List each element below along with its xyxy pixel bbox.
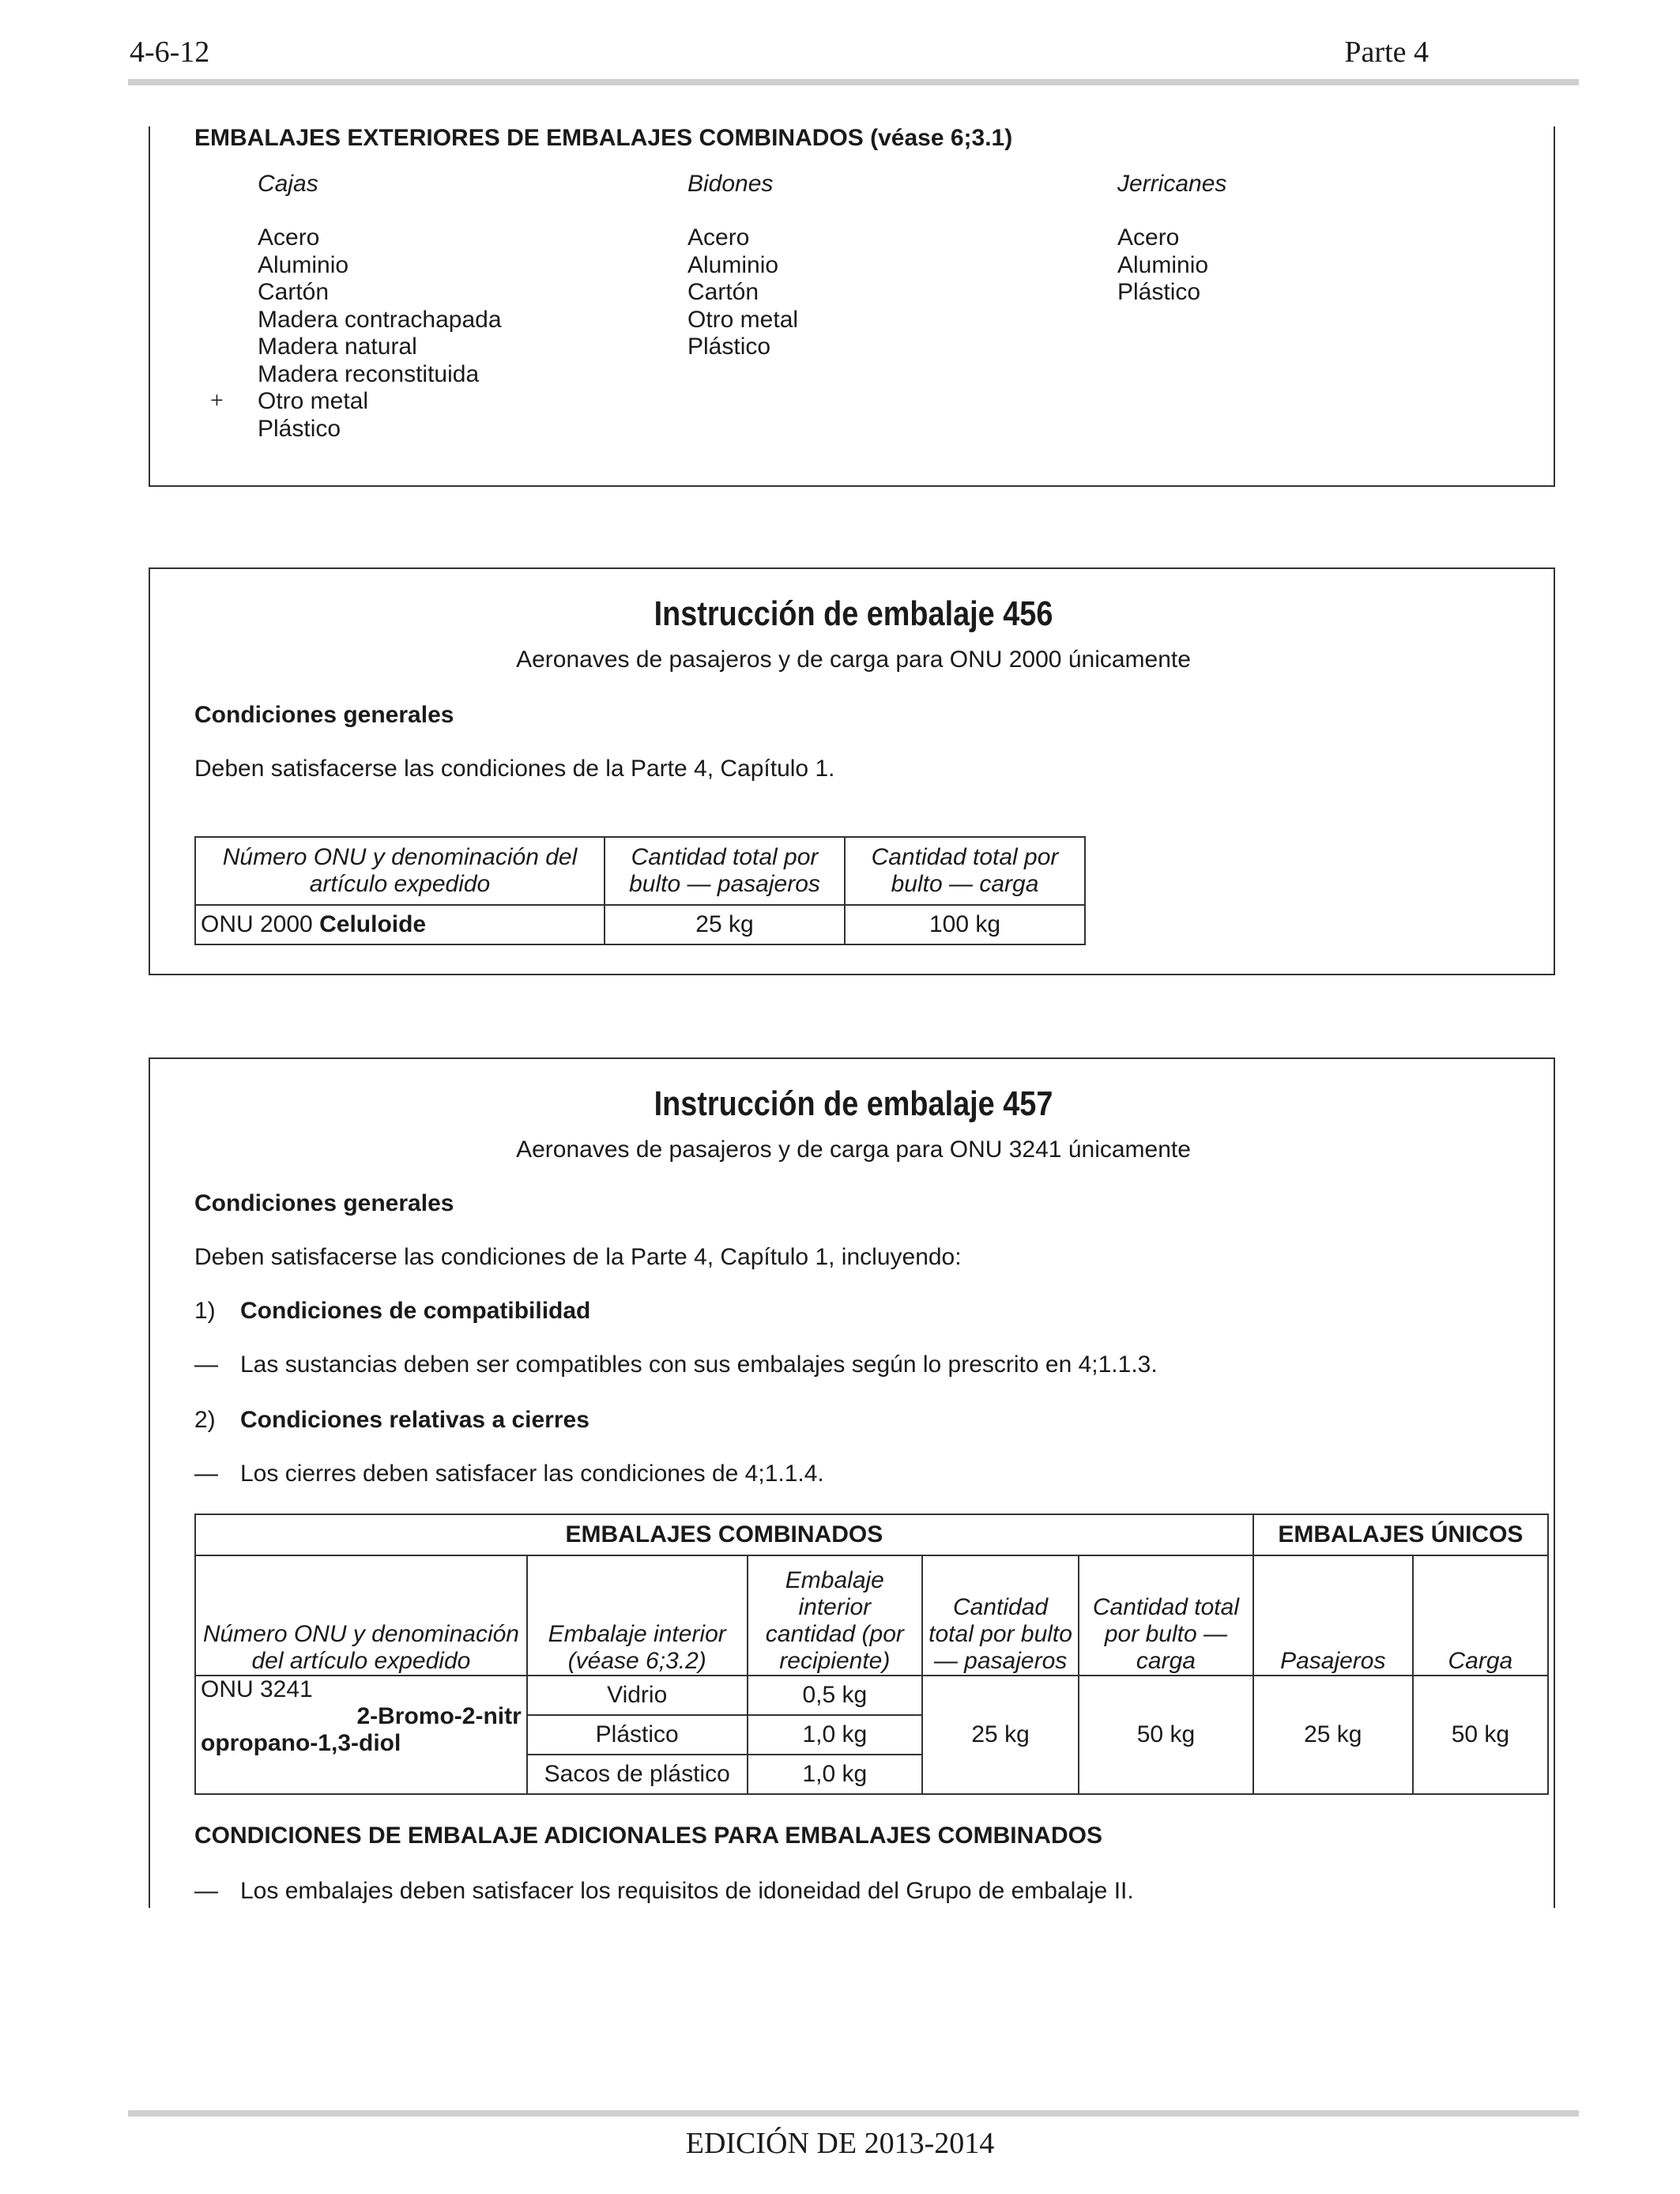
list-item: Plástico <box>687 334 771 360</box>
un-cell <box>195 905 605 944</box>
item-text: Los cierres deben satisfacer las condiciones de 4;1.1.4. <box>240 1461 824 1487</box>
inner-qty: 1,0 kg <box>748 1755 922 1794</box>
un-number: ONU 2000 <box>201 911 313 937</box>
part-label: Parte 4 <box>1344 36 1429 69</box>
pi456-general-text: Deben satisfacerse las condiciones de la Parte 4, Capítulo 1. <box>194 756 835 782</box>
col-bidones-title: Bidones <box>687 171 774 197</box>
footer-rule <box>128 2110 1579 2117</box>
list-item: Cartón <box>258 279 330 305</box>
list-item: Aluminio <box>1117 251 1209 278</box>
item-number: 1) <box>194 1298 216 1324</box>
list-item: Acero <box>258 224 320 251</box>
single-passenger: 25 kg <box>1253 1676 1413 1794</box>
item-heading: Condiciones de compatibilidad <box>240 1298 591 1324</box>
pi457-table <box>194 1514 1549 1795</box>
pi456-title: Instrucción de embalaje 456 <box>654 594 1053 633</box>
list-item: Aluminio <box>258 251 349 278</box>
edition-footer: EDICIÓN DE 2013-2014 <box>685 2127 995 2160</box>
pi457-general-heading: Condiciones generales <box>194 1190 454 1216</box>
table-header: Embalaje interior cantidad (por recipiente) <box>748 1555 922 1676</box>
list-item: Madera natural <box>258 334 417 360</box>
additional-dash: — <box>194 1878 218 1904</box>
header-rule <box>128 79 1579 85</box>
list-item: Cartón <box>687 279 759 305</box>
inner-qty: 1,0 kg <box>748 1715 922 1755</box>
list-item: Otro metal <box>258 388 369 414</box>
pi456-table <box>194 836 1086 945</box>
shipping-name-part2: opropano-1,3-diol <box>201 1730 401 1756</box>
list-item: Acero <box>687 224 750 251</box>
inner-qty: 0,5 kg <box>748 1676 922 1715</box>
inner-packaging: Vidrio <box>527 1676 748 1715</box>
col-bidones-list <box>687 224 798 361</box>
table-header: Cantidad total por bulto — pasajeros <box>922 1555 1079 1676</box>
col-cajas-title: Cajas <box>258 171 318 197</box>
pi456-general-heading: Condiciones generales <box>194 702 454 728</box>
inner-packaging: Sacos de plástico <box>527 1755 748 1794</box>
list-item: Aluminio <box>687 251 779 278</box>
additional-heading: CONDICIONES DE EMBALAJE ADICIONALES PARA EMBALAJES COMBINADOS <box>194 1823 1102 1849</box>
list-item: Plástico <box>258 415 341 442</box>
col-jerricanes-title: Jerricanes <box>1117 171 1227 197</box>
qty-passenger: 25 kg <box>605 905 845 944</box>
shipping-name-part1: 2-Bromo-2-nitr <box>356 1703 522 1729</box>
page-number: 4-6-12 <box>130 36 210 69</box>
total-passenger: 25 kg <box>922 1676 1079 1794</box>
table-header: Número ONU y denominación del artículo expedido <box>195 1555 527 1676</box>
group-combined-header: EMBALAJES COMBINADOS <box>195 1514 1253 1555</box>
list-item: Madera reconstituida <box>258 360 480 387</box>
un-number: ONU 3241 <box>201 1676 313 1702</box>
un-cell <box>195 1676 527 1794</box>
pi457-general-text: Deben satisfacerse las condiciones de la Parte 4, Capítulo 1, incluyendo: <box>194 1244 962 1270</box>
list-item: Acero <box>1117 224 1180 251</box>
table-row <box>195 1676 1548 1715</box>
additional-text: Los embalajes deben satisfacer los requisitos de idoneidad del Grupo de embalaje II. <box>240 1878 1134 1904</box>
single-cargo: 50 kg <box>1413 1676 1548 1794</box>
table-header: Cantidad total por bulto — carga <box>1079 1555 1253 1676</box>
table-header: Embalaje interior (véase 6;3.2) <box>527 1555 748 1676</box>
item-dash: — <box>194 1351 218 1378</box>
list-item: Madera contrachapada <box>258 306 502 333</box>
total-cargo: 50 kg <box>1079 1676 1253 1794</box>
outer-packaging-heading: EMBALAJES EXTERIORES DE EMBALAJES COMBINADOS (véase 6;3.1) <box>194 125 1013 151</box>
table-header: Cantidad total por bulto — pasajeros <box>605 837 845 905</box>
pi457-subtitle: Aeronaves de pasajeros y de carga para ONU 3241 únicamente <box>516 1137 1191 1163</box>
pi457-title: Instrucción de embalaje 457 <box>654 1084 1053 1123</box>
col-jerricanes-list <box>1117 224 1208 307</box>
table-header: Número ONU y denominación del artículo expedido <box>195 837 605 905</box>
item-dash: — <box>194 1461 218 1487</box>
table-header: Cantidad total por bulto — carga <box>845 837 1085 905</box>
shipping-name: Celuloide <box>319 911 427 937</box>
qty-cargo: 100 kg <box>845 905 1085 944</box>
col-cajas-list <box>258 224 502 443</box>
table-header: Carga <box>1413 1555 1548 1676</box>
plus-mark: + <box>210 387 224 413</box>
table-row <box>195 905 1085 944</box>
item-number: 2) <box>194 1407 216 1433</box>
table-header: Pasajeros <box>1253 1555 1413 1676</box>
list-item: Plástico <box>1117 279 1201 305</box>
pi456-subtitle: Aeronaves de pasajeros y de carga para ONU 2000 únicamente <box>516 647 1191 673</box>
inner-packaging: Plástico <box>527 1715 748 1755</box>
list-item: Otro metal <box>687 306 799 333</box>
group-single-header: EMBALAJES ÚNICOS <box>1253 1514 1548 1555</box>
item-text: Las sustancias deben ser compatibles con sus embalajes según lo prescrito en 4;1.1.3. <box>240 1351 1158 1378</box>
item-heading: Condiciones relativas a cierres <box>240 1407 590 1433</box>
